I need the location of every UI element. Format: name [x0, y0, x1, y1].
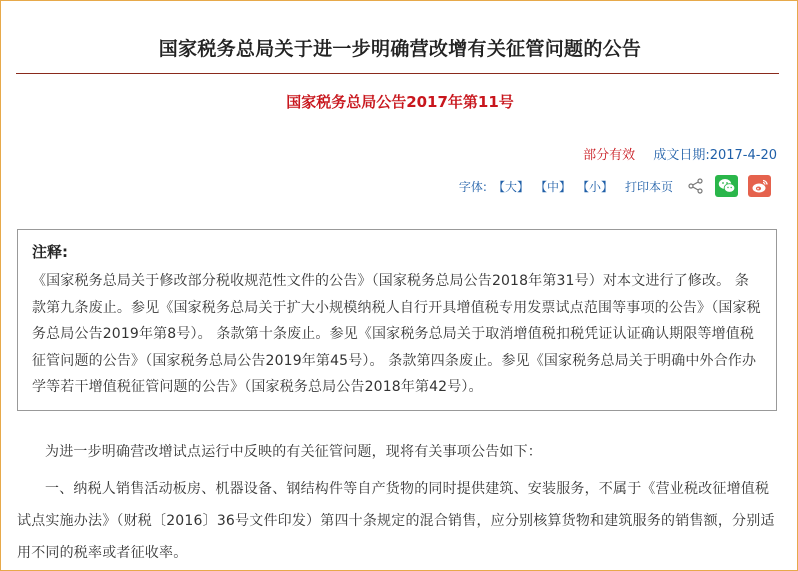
annotation-box — [17, 229, 777, 411]
font-medium-button[interactable]: 【中】 — [534, 179, 571, 194]
toolbar — [459, 173, 771, 199]
issue-date — [653, 148, 777, 163]
annotation-heading: 注释: — [32, 243, 68, 261]
weibo-icon — [751, 178, 769, 194]
wechat-icon — [718, 178, 736, 194]
share-icon[interactable] — [687, 177, 705, 195]
issue-date-value: 2017-4-20 — [709, 148, 777, 163]
meta-row — [569, 144, 777, 163]
weibo-share-button[interactable] — [748, 175, 771, 197]
validity-status: 部分有效 — [583, 148, 636, 163]
annotation-text: 《国家税务总局关于修改部分税收规范性文件的公告》（国家税务总局公告2018年第31号）对本文进行了修改。 条款第九条废止。参见《国家税务总局关于扩大小规模纳税人自行开具增值税专用发票试点范围等事项的公告》（国家税务总局公告2019年第8号）。 条款第十条废止。参见《国家税务总局关于取消增值税扣税凭证认证确认期限等增值税征管问题的公告》（国家税务总局公告2019年第45号）。 条款第四条废止。参见《国家税务总局关于明确中外合作办学等若干增值税征管问题的公告》（国家税务总局公告2018年第42号）。 — [32, 273, 761, 395]
font-small-button[interactable]: 【小】 — [576, 179, 613, 194]
wechat-share-button[interactable] — [715, 175, 738, 197]
document-number: 国家税务总局公告2017年第11号 — [286, 93, 514, 111]
item-one-paragraph: 一、纳税人销售活动板房、机器设备、钢结构件等自产货物的同时提供建筑、安装服务，不属于《营业税改征增值税试点实施办法》（财税〔2016〕36号文件印发）第四十条规定的混合销售，应分别核算货物和建筑服务的销售额，分别适用不同的税率或者征收率。 — [17, 481, 775, 561]
title-divider — [16, 73, 779, 74]
page-title: 国家税务总局关于进一步明确营改增有关征管问题的公告 — [158, 38, 642, 60]
issue-date-label: 成文日期: — [653, 148, 710, 163]
font-size-label: 字体: — [458, 179, 487, 194]
font-large-button[interactable]: 【大】 — [492, 179, 529, 194]
intro-paragraph: 为进一步明确营改增试点运行中反映的有关征管问题，现将有关事项公告如下： — [45, 444, 542, 460]
print-button[interactable]: 打印本页 — [624, 179, 673, 194]
